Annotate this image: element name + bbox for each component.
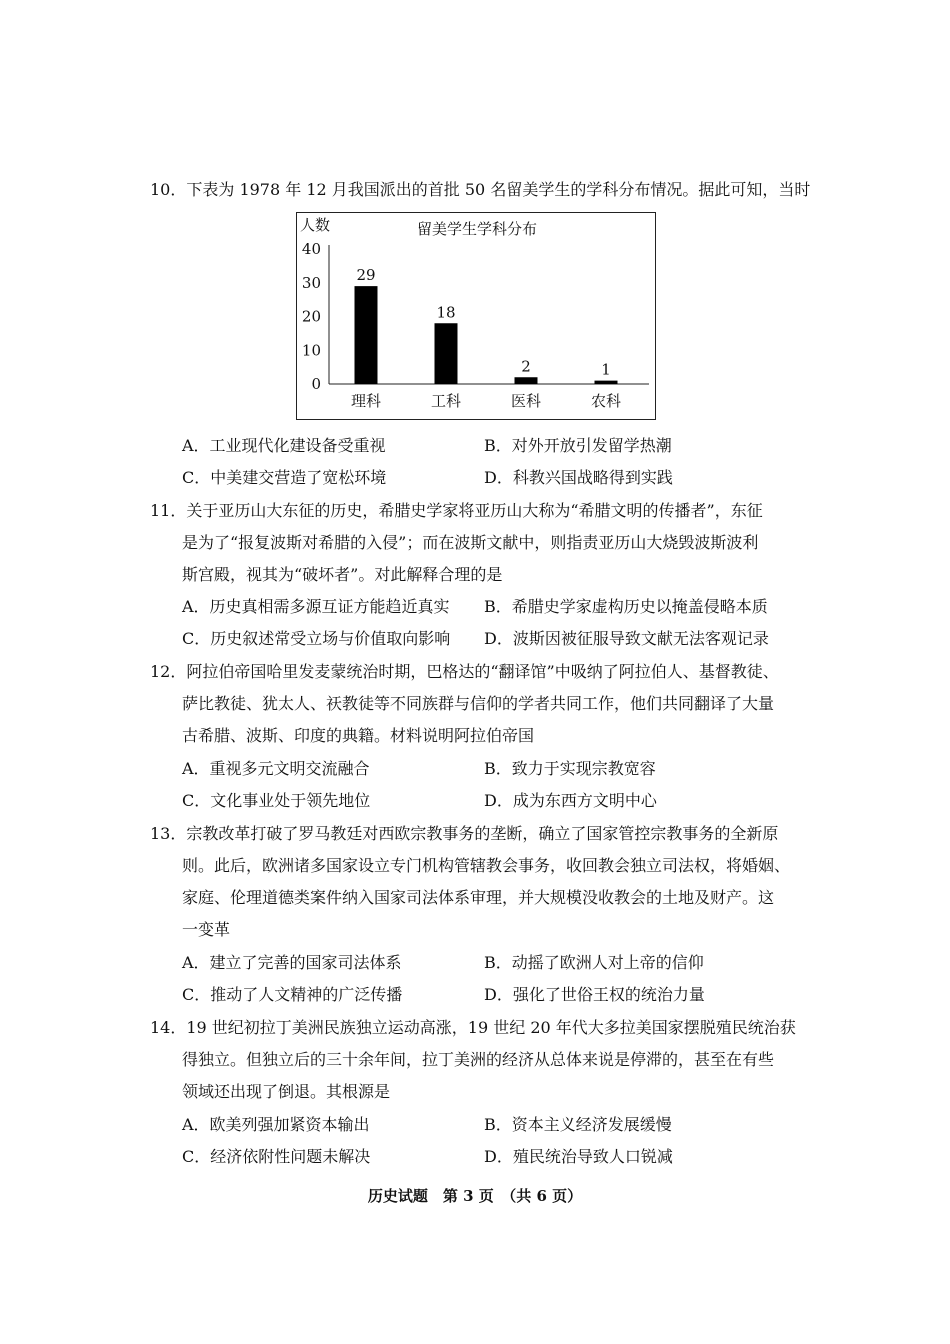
q12-option-b: B．致力于实现宗教宽容 [484, 759, 656, 778]
chart-title: 留美学生学科分布 [416, 220, 538, 238]
q13-option-c: C．推动了人文精神的广泛传播 [182, 985, 403, 1004]
question-14-line-1: 14．19 世纪初拉丁美洲民族独立运动高涨，19 世纪 20 年代大多拉美国家摆脱殖民统治获 [150, 1018, 796, 1037]
y-tick-label: 30 [301, 273, 321, 292]
x-tick-label: 工科 [430, 392, 462, 410]
x-tick-label: 农科 [590, 392, 622, 410]
question-13-line-4: 一变革 [182, 920, 231, 939]
q10-option-c: C．中美建交营造了宽松环境 [182, 468, 387, 487]
question-13-line-2: 则。此后，欧洲诸多国家设立专门机构管辖教会事务，收回教会独立司法权，将婚姻、 [182, 856, 791, 875]
question-10-stem: 10．下表为 1978 年 12 月我国派出的首批 50 名留美学生的学科分布情况。据此可知，当时 [150, 180, 811, 199]
question-11-line-1: 11．关于亚历山大东征的历史，希腊史学家将亚历山大称为“希腊文明的传播者”，东征 [150, 501, 763, 520]
q14-option-b: B．资本主义经济发展缓慢 [484, 1115, 672, 1134]
question-11-line-3: 斯宫殿，视其为“破坏者”。对此解释合理的是 [182, 565, 503, 584]
q11-option-d: D．波斯因被征服导致文献无法客观记录 [484, 629, 769, 648]
q11-option-a: A．历史真相需多源互证方能趋近真实 [182, 597, 450, 616]
bar-value-label: 29 [356, 266, 376, 285]
y-axis-label: 人数 [300, 216, 331, 234]
x-tick-label: 医科 [510, 392, 542, 410]
question-14-line-3: 领域还出现了倒退。其根源是 [182, 1082, 391, 1101]
q10-option-b: B．对外开放引发留学热潮 [484, 436, 672, 455]
question-12-line-1: 12．阿拉伯帝国哈里发麦蒙统治时期，巴格达的“翻译馆”中吸纳了阿拉伯人、基督教徒、 [150, 662, 779, 681]
question-12-line-2: 萨比教徒、犹太人、祆教徒等不同族群与信仰的学者共同工作，他们共同翻译了大量 [182, 694, 775, 713]
bar [595, 381, 618, 384]
chart-svg [297, 213, 654, 418]
q10-option-a: A．工业现代化建设备受重视 [182, 436, 386, 455]
q10-option-d: D．科教兴国战略得到实践 [484, 468, 673, 487]
bar-value-label: 2 [521, 357, 531, 376]
bar [515, 377, 538, 384]
bar-value-label: 1 [601, 360, 611, 379]
question-11-line-2: 是为了“报复波斯对希腊的入侵”；而在波斯文献中，则指责亚历山大烧毁波斯波利 [182, 533, 759, 552]
y-tick-label: 40 [301, 240, 321, 258]
question-13-line-3: 家庭、伦理道德类案件纳入国家司法体系审理，并大规模没收教会的土地及财产。这 [182, 888, 775, 907]
q12-option-c: C．文化事业处于领先地位 [182, 791, 371, 810]
y-tick-label: 10 [301, 341, 321, 360]
q12-option-a: A．重视多元文明交流融合 [182, 759, 370, 778]
q14-option-d: D．殖民统治导致人口锐减 [484, 1147, 673, 1166]
question-12-line-3: 古希腊、波斯、印度的典籍。材料说明阿拉伯帝国 [182, 726, 535, 745]
y-tick-label: 20 [301, 307, 321, 326]
y-tick-label: 0 [311, 375, 321, 393]
page-footer: 历史试题 第 3 页 （共 6 页） [367, 1187, 583, 1205]
q14-option-c: C．经济依附性问题未解决 [182, 1147, 371, 1166]
bar-chart [296, 212, 656, 420]
q14-option-a: A．欧美列强加紧资本输出 [182, 1115, 370, 1134]
q12-option-d: D．成为东西方文明中心 [484, 791, 657, 810]
question-14-line-2: 得独立。但独立后的三十余年间，拉丁美洲的经济从总体来说是停滞的，甚至在有些 [182, 1050, 775, 1069]
q11-option-b: B．希腊史学家虚构历史以掩盖侵略本质 [484, 597, 768, 616]
x-tick-label: 理科 [350, 392, 382, 410]
question-13-line-1: 13．宗教改革打破了罗马教廷对西欧宗教事务的垄断，确立了国家管控宗教事务的全新原 [150, 824, 779, 843]
bar [355, 286, 378, 384]
q11-option-c: C．历史叙述常受立场与价值取向影响 [182, 629, 451, 648]
bar-value-label: 18 [436, 303, 456, 322]
q13-option-b: B．动摇了欧洲人对上帝的信仰 [484, 953, 704, 972]
q13-option-a: A．建立了完善的国家司法体系 [182, 953, 402, 972]
q13-option-d: D．强化了世俗王权的统治力量 [484, 985, 705, 1004]
bar [435, 323, 458, 384]
